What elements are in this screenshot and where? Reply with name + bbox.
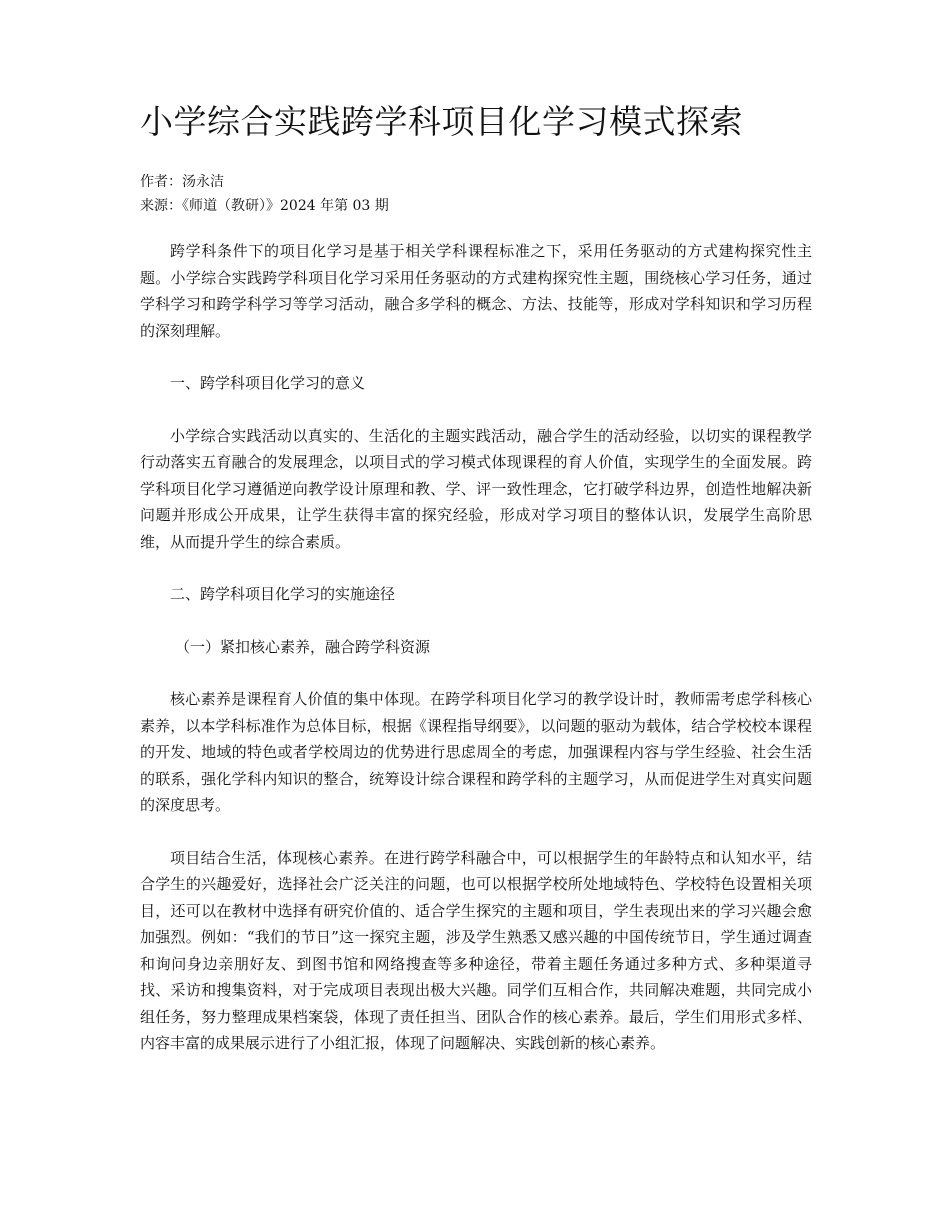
article-title: 小学综合实践跨学科项目化学习模式探索 <box>140 102 743 141</box>
section-2-sub-1-paragraph-2: 项目结合生活，体现核心素养。在进行跨学科融合中，可以根据学生的年龄特点和认知水平，结合学生的兴趣爱好，选择社会广泛关注的问题，也可以根据学校所处地域特色、学校特色设置相关项目，还可以在教材中选择有研究价值的、适合学生探究的主题和项目，学生表现出来的学习兴趣会愈加强烈。例如：“我们的节日”这一探究主题，涉及学生熟悉又感兴趣的中国传统节日，学生通过调查和询问身边亲朋好友、到图书馆和网络搜查等多种途径，带着主题任务通过多种方式、多种渠道寻找、采访和搜集资料，对于完成项目表现出极大兴趣。同学们互相合作，共同解决难题，共同完成小组任务，努力整理成果档案袋，体现了责任担当、团队合作的核心素养。最后，学生们用形式多样、内容丰富的成果展示进行了小组汇报，体现了问题解决、实践创新的核心素养。 <box>140 848 812 1052</box>
article-source: 来源：《师道（教研）》2024 年第 03 期 <box>140 198 389 214</box>
section-2-subheading-1: （一）紧扣核心素养，融合跨学科资源 <box>175 637 431 656</box>
article-author: 作者：汤永洁 <box>140 174 224 190</box>
article-body <box>140 238 812 1057</box>
section-2-sub-1-paragraph-1: 核心素养是课程育人价值的集中体现。在跨学科项目化学习的教学设计时，教师需考虑学科核心素养，以本学科标准作为总体目标，根据《课程指导纲要》，以问题的驱动为载体，结合学校校本课程的开发、地域的特色或者学校周边的优势进行思虑周全的考虑，加强课程内容与学生经验、社会生活的联系，强化学科内知识的整合，统筹设计综合课程和跨学科的主题学习，从而促进学生对真实问题的深度思考。 <box>140 690 812 814</box>
section-1-paragraph: 小学综合实践活动以真实的、生活化的主题实践活动，融合学生的活动经验，以切实的课程教学行动落实五育融合的发展理念，以项目式的学习模式体现课程的育人价值，实现学生的全面发展。跨学科项目化学习遵循逆向教学设计原理和教、学、评一致性理念，它打破学科边界，创造性地解决新问题并形成公开成果，让学生获得丰富的探究经验，形成对学习项目的整体认识，发展学生高阶思维，从而提升学生的综合素质。 <box>140 426 812 551</box>
intro-paragraph: 跨学科条件下的项目化学习是基于相关学科课程标准之下，采用任务驱动的方式建构探究性主题。小学综合实践跨学科项目化学习采用任务驱动的方式建构探究性主题，围绕核心学习任务，通过学科学习和跨学科学习等学习活动，融合多学科的概念、方法、技能等，形成对学科知识和学习历程的深刻理解。 <box>140 242 812 340</box>
section-1-heading: 一、跨学科项目化学习的意义 <box>170 374 366 392</box>
section-2-heading: 二、跨学科项目化学习的实施途径 <box>170 585 396 603</box>
